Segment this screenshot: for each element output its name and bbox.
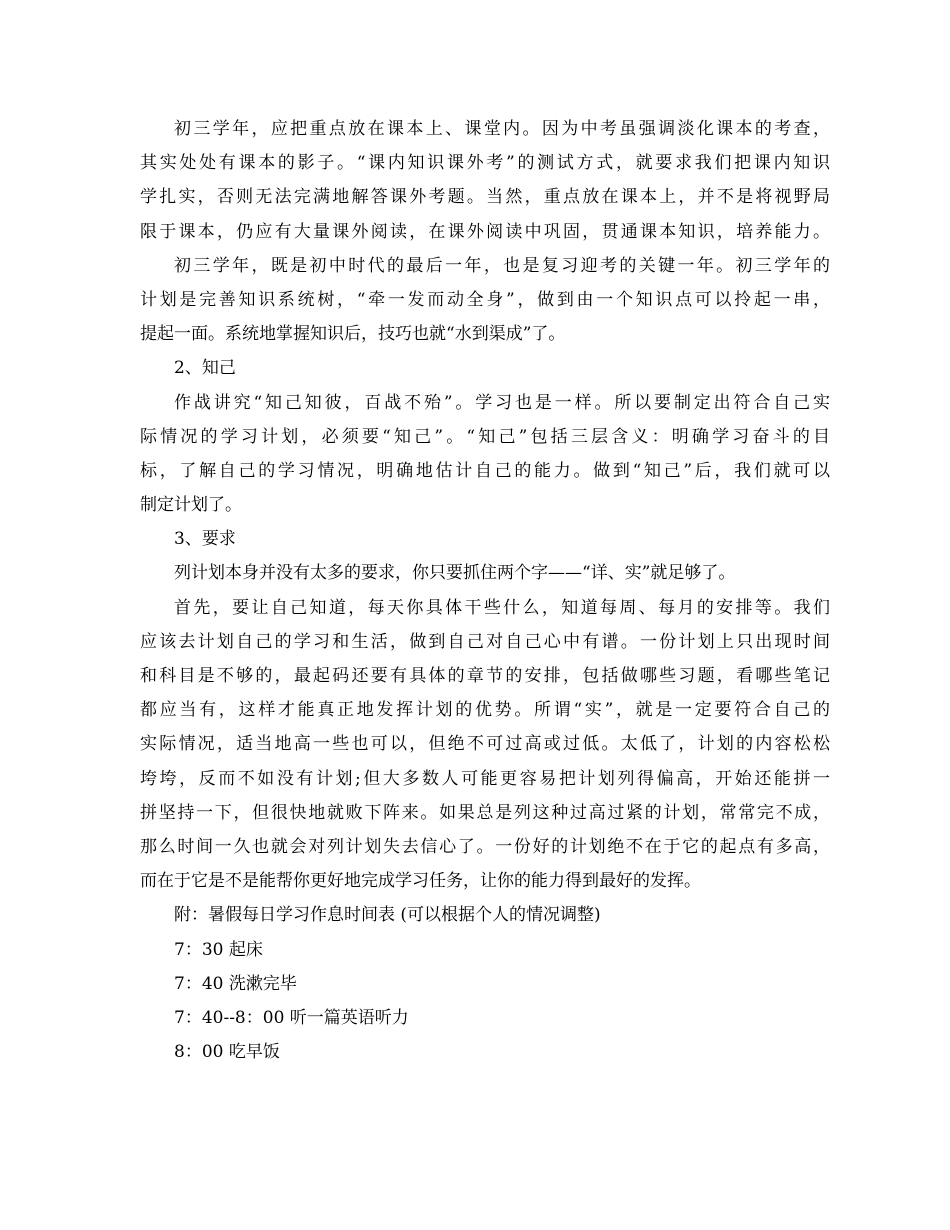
paragraph-line: 那么时间一久也就会对列计划失去信心了。一份好的计划绝不在于它的起点有多高， xyxy=(140,836,830,857)
paragraph-line: 限于课本，仍应有大量课外阅读，在课外阅读中巩固，贯通课本知识，培养能力。 xyxy=(140,221,830,242)
paragraph-line: 首先，要让自己知道，每天你具体干些什么，知道每周、每月的安排等。我们 xyxy=(174,597,830,618)
schedule-heading: 附：暑假每日学习作息时间表 (可以根据个人的情况调整) xyxy=(174,905,601,926)
paragraph-line: 计划是完善知识系统树，“牵一发而动全身”，做到由一个知识点可以拎起一串， xyxy=(140,289,830,310)
paragraph-line: 列计划本身并没有太多的要求，你只要抓住两个字——“详、实”就足够了。 xyxy=(174,563,736,584)
paragraph-line: 实际情况，适当地高一些也可以，但绝不可过高或过低。太低了，计划的内容松松 xyxy=(140,734,830,755)
paragraph-line: 提起一面。系统地掌握知识后，技巧也就“水到渠成”了。 xyxy=(140,324,566,345)
paragraph-line: 都应当有，这样才能真正地发挥计划的优势。所谓“实”，就是一定要符合自己的 xyxy=(140,700,830,721)
schedule-item: 7：40--8：00 听一篇英语听力 xyxy=(174,1007,409,1028)
paragraph-line: 初三学年，既是初中时代的最后一年，也是复习迎考的关键一年。初三学年的 xyxy=(174,255,830,276)
section-heading: 2、知己 xyxy=(174,358,236,379)
paragraph-line: 拼坚持一下，但很快地就败下阵来。如果总是列这种过高过紧的计划，常常完不成， xyxy=(140,802,830,823)
paragraph-line: 学扎实，否则无法完满地解答课外考题。当然，重点放在课本上，并不是将视野局 xyxy=(140,187,830,208)
schedule-item: 8：00 吃早饭 xyxy=(174,1042,280,1063)
document-body xyxy=(140,112,830,1069)
paragraph-line: 垮垮，反而不如没有计划;但大多数人可能更容易把计划列得偏高，开始还能拼一 xyxy=(140,768,830,789)
paragraph-line: 和科目是不够的，最起码还要有具体的章节的安排，包括做哪些习题，看哪些笔记 xyxy=(140,666,830,686)
section-heading: 3、要求 xyxy=(174,529,236,550)
paragraph-line: 作战讲究“知己知彼，百战不殆”。学习也是一样。所以要制定出符合自己实 xyxy=(174,392,830,413)
paragraph-line: 标，了解自己的学习情况，明确地估计自己的能力。做到“知己”后，我们就可以 xyxy=(140,460,830,481)
schedule-item: 7：30 起床 xyxy=(174,939,263,960)
schedule-item: 7：40 洗漱完毕 xyxy=(174,973,297,994)
paragraph-line: 初三学年，应把重点放在课本上、课堂内。因为中考虽强调淡化课本的考查， xyxy=(174,119,830,139)
paragraph-line: 其实处处有课本的影子。“课内知识课外考”的测试方式，就要求我们把课内知识 xyxy=(140,153,830,174)
paragraph-line: 际情况的学习计划，必须要“知己”。“知己”包括三层含义：明确学习奋斗的目 xyxy=(140,426,830,447)
paragraph-line: 应该去计划自己的学习和生活，做到自己对自己心中有谱。一份计划上只出现时间 xyxy=(140,631,830,652)
paragraph-line: 而在于它是不是能帮你更好地完成学习任务，让你的能力得到最好的发挥。 xyxy=(140,871,701,892)
paragraph-line: 制定计划了。 xyxy=(140,495,242,516)
